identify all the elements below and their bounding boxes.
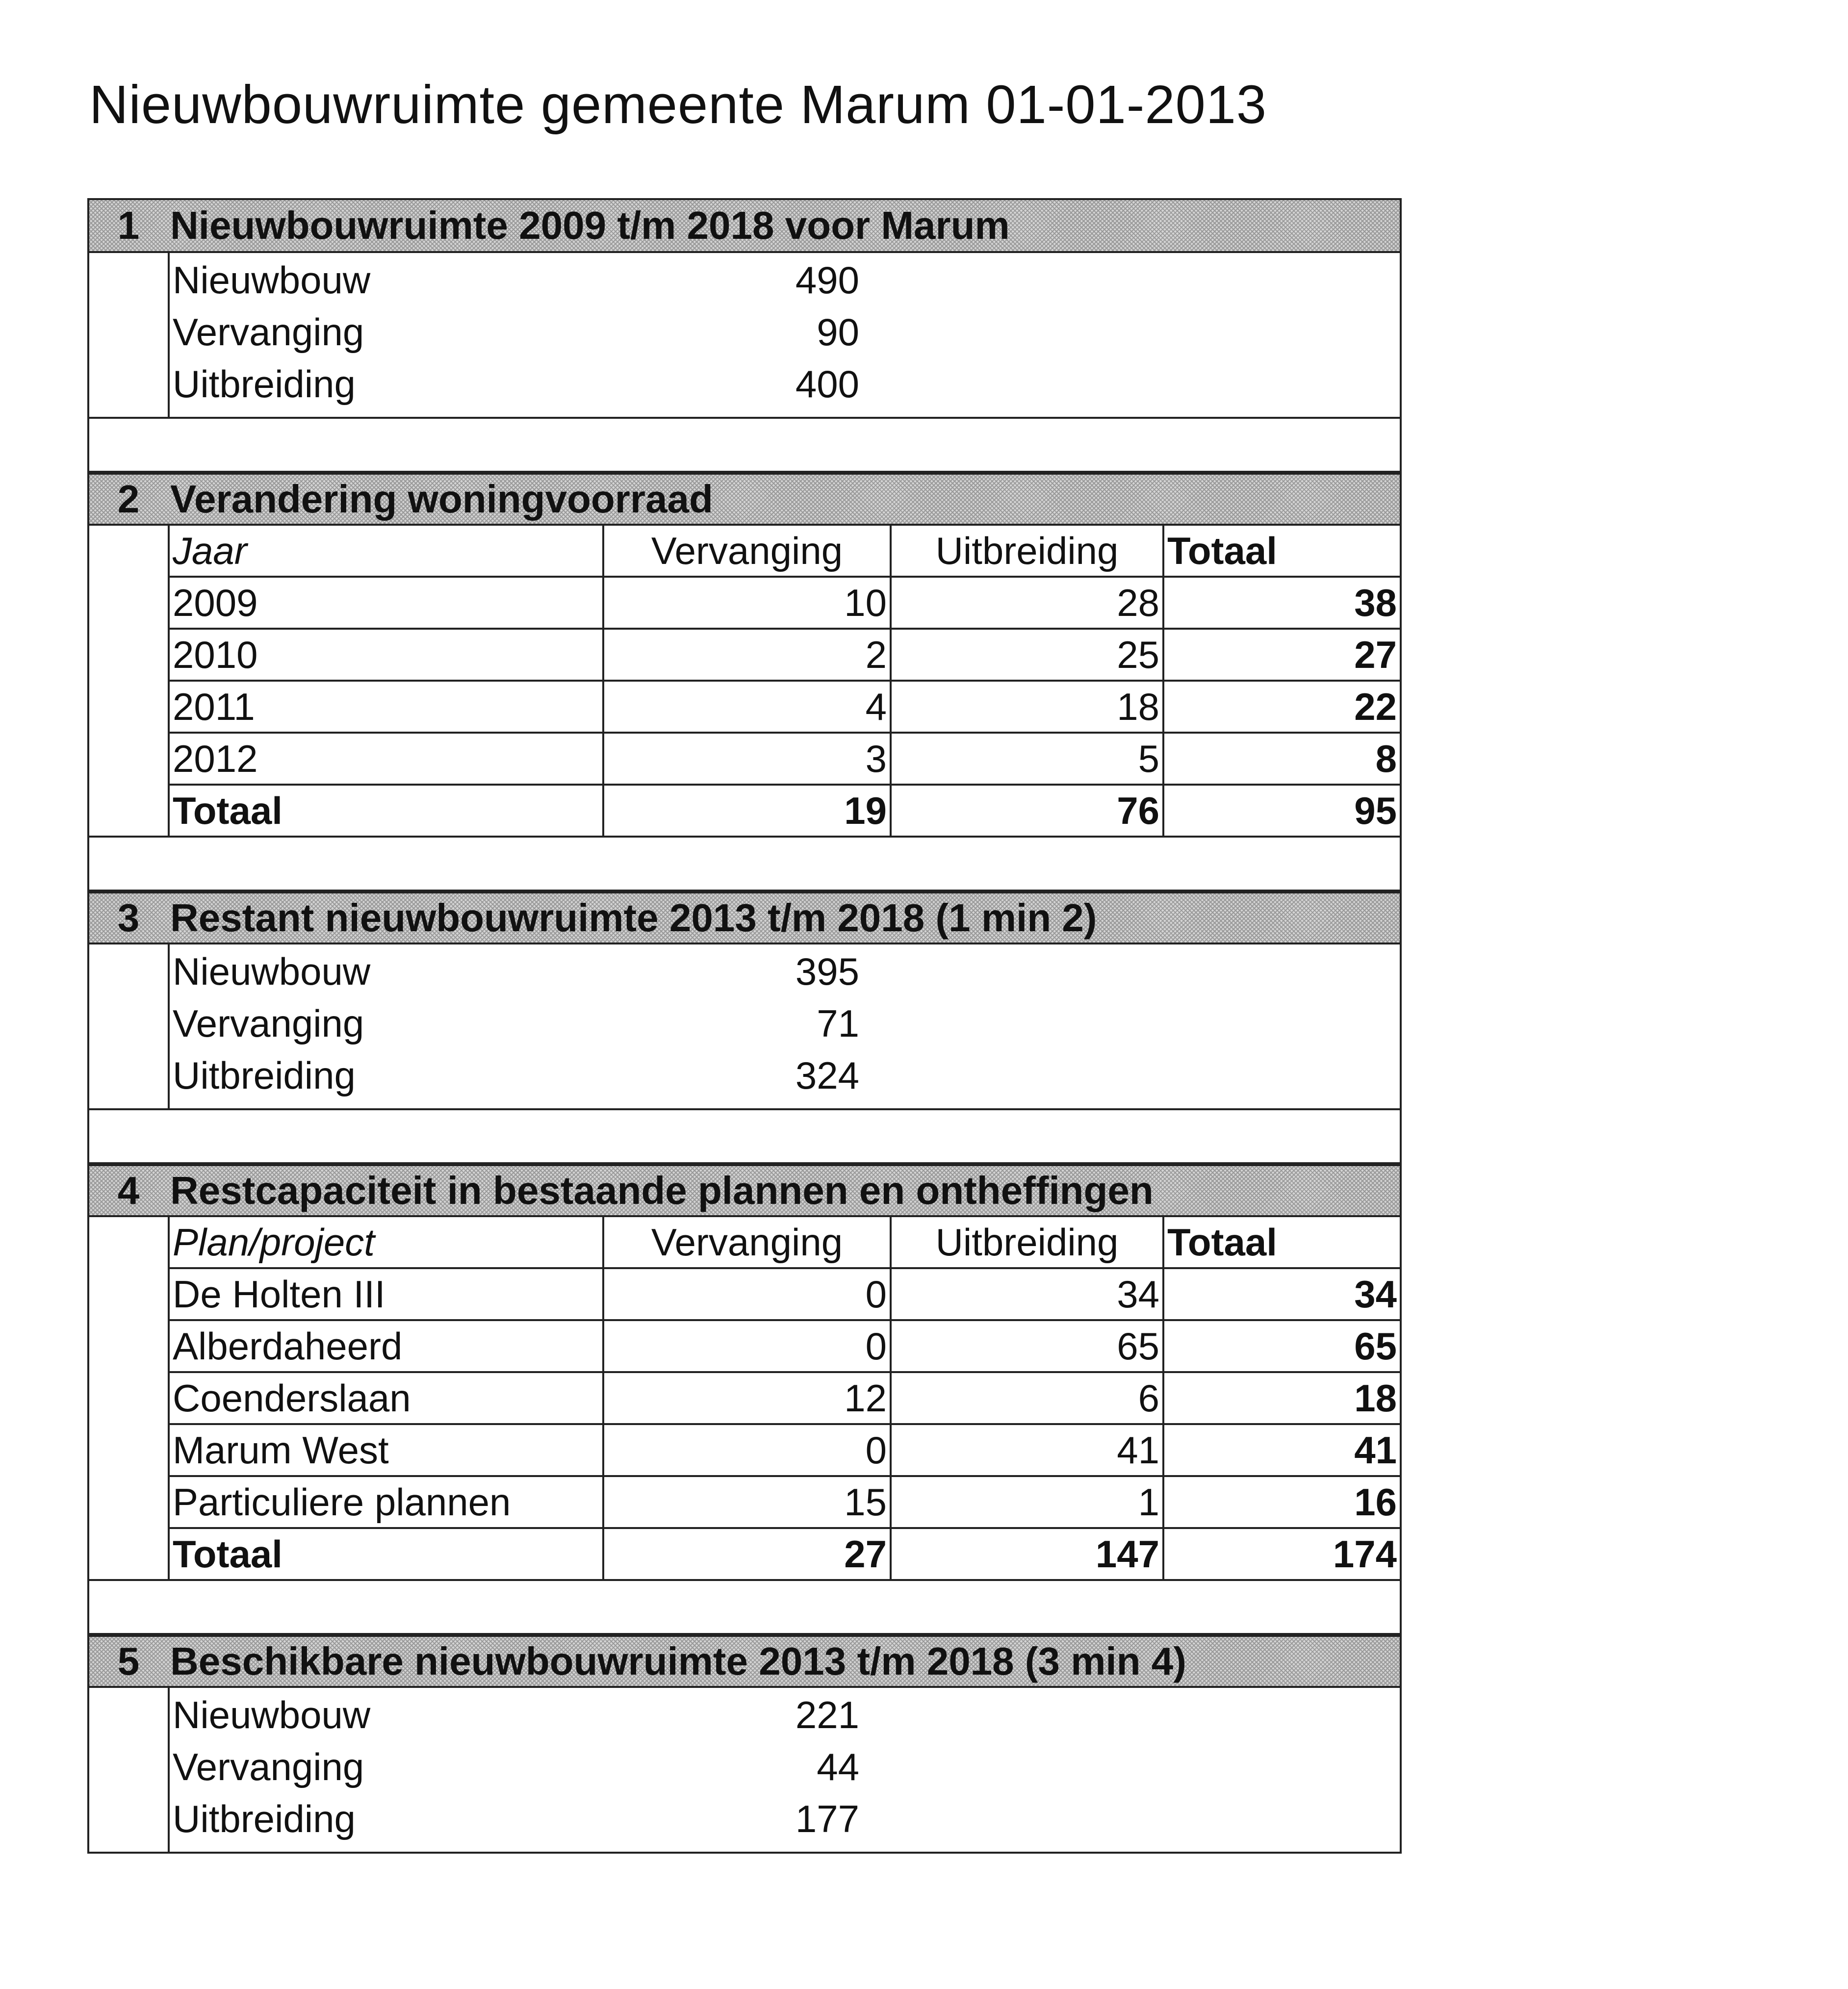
table-container <box>170 1217 1400 1579</box>
section-4-body <box>89 1217 1400 1581</box>
table-cell: Particuliere plannen <box>170 1476 603 1528</box>
table-container <box>170 526 1400 836</box>
number-column <box>89 1688 170 1852</box>
housing-change-table <box>170 526 1400 836</box>
table-cell: 27 <box>1163 629 1400 681</box>
table-row <box>170 1320 1400 1372</box>
table-cell: Totaal <box>170 785 603 836</box>
table-cell: 15 <box>603 1476 891 1528</box>
table-cell: 22 <box>1163 681 1400 733</box>
section-1-body <box>89 253 1400 419</box>
section-number: 1 <box>117 204 140 247</box>
table-cell: 16 <box>1163 1476 1400 1528</box>
table-cell: 2012 <box>170 733 603 785</box>
section-3-header <box>89 892 1400 944</box>
section-number: 4 <box>117 1169 140 1212</box>
page-title: Nieuwbouwruimte gemeente Marum 01-01-2013 <box>89 75 1267 135</box>
section-title: Beschikbare nieuwbouwruimte 2013 t/m 2018 (3 min 4) <box>170 1639 1186 1683</box>
section-4-header <box>89 1164 1400 1217</box>
row-label: Vervanging <box>173 310 364 354</box>
table-total-row <box>170 785 1400 836</box>
row-value: 71 <box>817 1001 859 1045</box>
column-header: Totaal <box>1163 526 1400 577</box>
table-cell: 34 <box>891 1268 1163 1320</box>
table-header-row <box>170 526 1400 577</box>
list-item <box>170 1793 1400 1845</box>
table-cell: 28 <box>891 577 1163 629</box>
table-cell: 25 <box>891 629 1163 681</box>
table-cell: 174 <box>1163 1528 1400 1579</box>
section-5-body <box>89 1688 1400 1852</box>
plan-capacity-table <box>170 1217 1400 1579</box>
column-header: Jaar <box>170 526 603 577</box>
table-cell: 65 <box>891 1320 1163 1372</box>
table-cell: 65 <box>1163 1320 1400 1372</box>
table-row <box>170 1268 1400 1320</box>
section-spacer <box>89 1581 1400 1635</box>
column-header: Uitbreiding <box>891 1217 1163 1268</box>
section-3-body <box>89 944 1400 1110</box>
table-cell: 4 <box>603 681 891 733</box>
row-value: 177 <box>795 1797 859 1840</box>
column-header: Plan/project <box>170 1217 603 1268</box>
table-row <box>170 629 1400 681</box>
column-header: Vervanging <box>603 526 891 577</box>
table-cell: 0 <box>603 1268 891 1320</box>
list-item <box>170 1741 1400 1793</box>
table-cell: 6 <box>891 1372 1163 1424</box>
section-1-header <box>89 200 1400 253</box>
list-item <box>170 1689 1400 1741</box>
number-column <box>89 944 170 1108</box>
table-row <box>170 733 1400 785</box>
row-value: 400 <box>795 362 859 406</box>
table-cell: 3 <box>603 733 891 785</box>
table-row <box>170 1424 1400 1476</box>
table-cell: 19 <box>603 785 891 836</box>
number-column <box>89 1217 170 1579</box>
table-cell: 0 <box>603 1424 891 1476</box>
table-cell: 2011 <box>170 681 603 733</box>
row-label: Nieuwbouw <box>173 1693 371 1736</box>
section-2-body <box>89 526 1400 838</box>
column-header: Uitbreiding <box>891 526 1163 577</box>
table-cell: De Holten III <box>170 1268 603 1320</box>
list-item <box>170 358 1400 410</box>
list-item <box>170 254 1400 306</box>
section-title: Nieuwbouwruimte 2009 t/m 2018 voor Marum <box>170 204 1010 247</box>
table-row <box>170 1372 1400 1424</box>
table-total-row <box>170 1528 1400 1579</box>
number-column <box>89 253 170 417</box>
value-list <box>170 944 1400 1108</box>
table-row <box>170 681 1400 733</box>
section-number: 2 <box>117 477 140 521</box>
row-value: 90 <box>817 310 859 354</box>
list-item <box>170 945 1400 997</box>
table-cell: 10 <box>603 577 891 629</box>
section-number: 5 <box>117 1639 140 1683</box>
table-cell: 76 <box>891 785 1163 836</box>
table-cell: 2009 <box>170 577 603 629</box>
section-number: 3 <box>117 896 140 940</box>
section-spacer <box>89 838 1400 892</box>
table-cell: 12 <box>603 1372 891 1424</box>
section-2-header <box>89 473 1400 526</box>
table-cell: 95 <box>1163 785 1400 836</box>
table-cell: 18 <box>1163 1372 1400 1424</box>
table-cell: 18 <box>891 681 1163 733</box>
table-cell: Marum West <box>170 1424 603 1476</box>
row-label: Nieuwbouw <box>173 258 371 302</box>
table-header-row <box>170 1217 1400 1268</box>
row-label: Uitbreiding <box>173 1797 356 1840</box>
table-row <box>170 1476 1400 1528</box>
list-item <box>170 1049 1400 1101</box>
table-cell: 0 <box>603 1320 891 1372</box>
table-cell: 1 <box>891 1476 1163 1528</box>
table-row <box>170 577 1400 629</box>
row-value: 44 <box>817 1745 859 1788</box>
row-value: 221 <box>795 1693 859 1736</box>
table-cell: 27 <box>603 1528 891 1579</box>
value-list <box>170 253 1400 417</box>
row-label: Vervanging <box>173 1001 364 1045</box>
table-cell: Coenderslaan <box>170 1372 603 1424</box>
value-list <box>170 1688 1400 1852</box>
section-spacer <box>89 1110 1400 1164</box>
list-item <box>170 306 1400 358</box>
housing-capacity-sheet <box>87 198 1402 1854</box>
row-label: Uitbreiding <box>173 362 356 406</box>
table-cell: 147 <box>891 1528 1163 1579</box>
row-label: Nieuwbouw <box>173 949 371 993</box>
table-cell: 41 <box>1163 1424 1400 1476</box>
table-cell: Alberdaheerd <box>170 1320 603 1372</box>
table-cell: 38 <box>1163 577 1400 629</box>
column-header: Vervanging <box>603 1217 891 1268</box>
column-header: Totaal <box>1163 1217 1400 1268</box>
section-title: Verandering woningvoorraad <box>170 477 713 521</box>
number-column <box>89 526 170 836</box>
section-spacer <box>89 419 1400 473</box>
table-cell: Totaal <box>170 1528 603 1579</box>
row-value: 395 <box>795 949 859 993</box>
section-title: Restant nieuwbouwruimte 2013 t/m 2018 (1 min 2) <box>170 896 1097 940</box>
table-cell: 5 <box>891 733 1163 785</box>
list-item <box>170 997 1400 1049</box>
section-5-header <box>89 1635 1400 1688</box>
row-label: Vervanging <box>173 1745 364 1788</box>
table-cell: 8 <box>1163 733 1400 785</box>
row-label: Uitbreiding <box>173 1053 356 1097</box>
row-value: 490 <box>795 258 859 302</box>
table-cell: 2 <box>603 629 891 681</box>
table-cell: 41 <box>891 1424 1163 1476</box>
table-cell: 34 <box>1163 1268 1400 1320</box>
table-cell: 2010 <box>170 629 603 681</box>
section-title: Restcapaciteit in bestaande plannen en ontheffingen <box>170 1169 1154 1212</box>
row-value: 324 <box>795 1053 859 1097</box>
